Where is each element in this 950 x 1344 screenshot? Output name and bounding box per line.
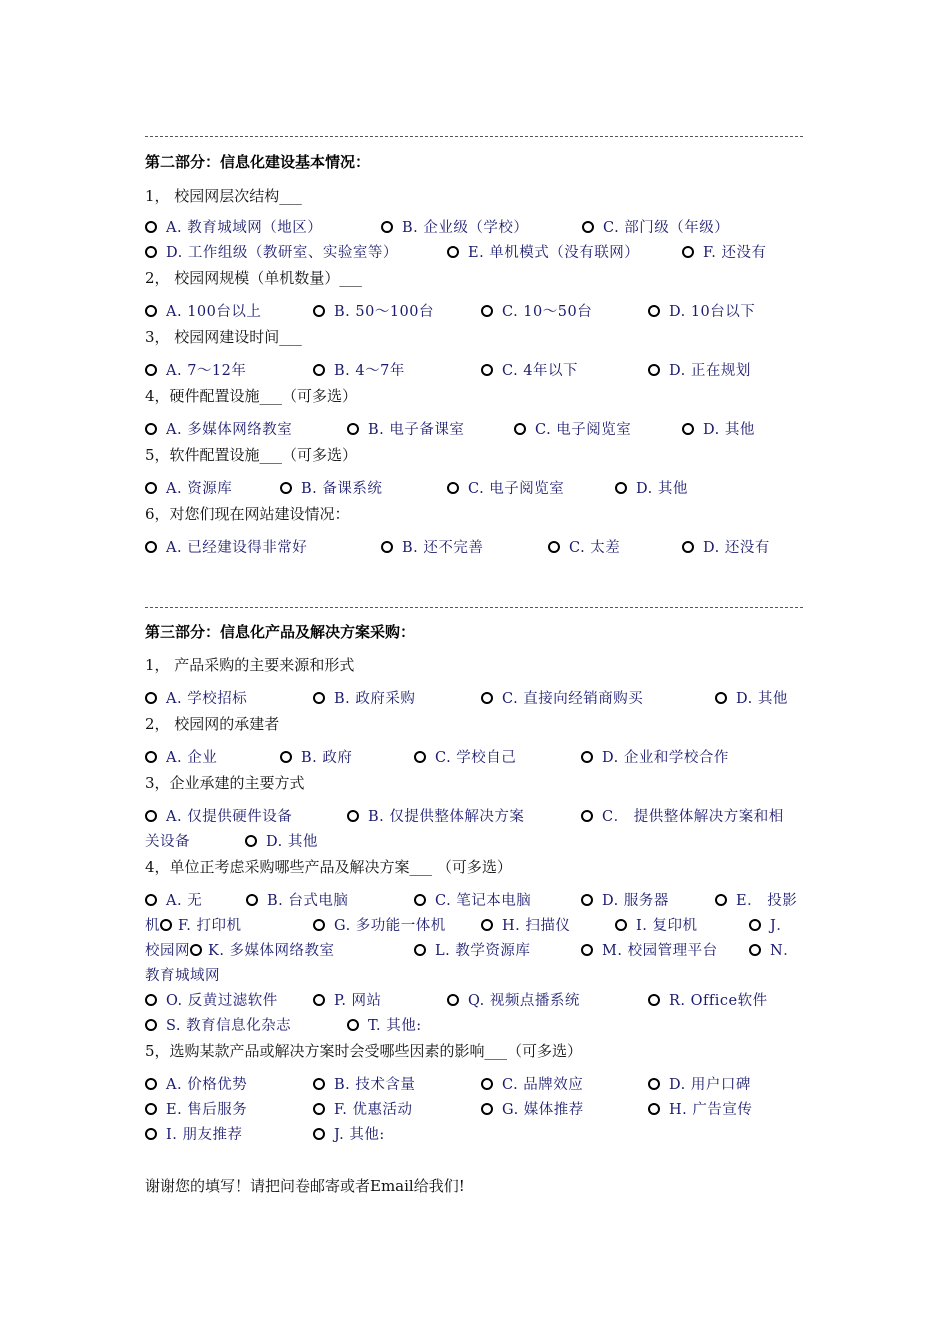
radio-bullet-icon bbox=[414, 944, 426, 956]
radio-bullet-icon bbox=[347, 423, 359, 435]
section-separator bbox=[145, 136, 803, 137]
question-text: 3，企业承建的主要方式 bbox=[145, 774, 305, 792]
radio-bullet-icon bbox=[313, 305, 325, 317]
radio-bullet-icon bbox=[313, 692, 325, 704]
radio-bullet-icon bbox=[648, 305, 660, 317]
option-radio[interactable]: D. 还没有 bbox=[682, 538, 770, 558]
radio-bullet-icon bbox=[648, 994, 660, 1006]
option-row bbox=[145, 916, 807, 936]
option-row bbox=[145, 1016, 807, 1036]
option-radio[interactable]: S. 教育信息化杂志 bbox=[145, 1016, 291, 1036]
option-radio[interactable]: A. 无 bbox=[145, 891, 202, 911]
radio-bullet-icon bbox=[581, 894, 593, 906]
option-radio[interactable]: C. 学校自己 bbox=[414, 748, 516, 768]
option-radio[interactable]: H. 扫描仪 bbox=[481, 916, 570, 936]
question-text: 4，硬件配置设施___（可多选） bbox=[145, 387, 358, 405]
option-row bbox=[145, 538, 807, 558]
option-radio[interactable]: M. 校园管理平台 bbox=[581, 941, 718, 961]
radio-bullet-icon bbox=[145, 1019, 157, 1031]
option-radio[interactable]: O. 反黄过滤软件 bbox=[145, 991, 278, 1011]
radio-bullet-icon bbox=[514, 423, 526, 435]
radio-bullet-icon bbox=[481, 1103, 493, 1115]
option-radio[interactable]: A. 价格优势 bbox=[145, 1075, 247, 1095]
radio-bullet-icon bbox=[615, 482, 627, 494]
question-text: 1， 产品采购的主要来源和形式 bbox=[145, 656, 355, 674]
option-row bbox=[145, 302, 807, 322]
option-radio[interactable]: B. 企业级（学校） bbox=[381, 218, 528, 238]
option-radio[interactable]: D. 正在规划 bbox=[648, 361, 751, 381]
option-radio[interactable]: A. 7～12年 bbox=[145, 361, 246, 381]
option-radio[interactable]: H. 广告宣传 bbox=[648, 1100, 752, 1120]
option-radio[interactable]: C． 提供整体解决方案和相 bbox=[581, 807, 784, 827]
option-radio[interactable]: D. 10台以下 bbox=[648, 302, 755, 322]
radio-bullet-icon bbox=[648, 364, 660, 376]
radio-bullet-icon bbox=[313, 1103, 325, 1115]
footer-thanks: 谢谢您的填写！请把问卷邮寄或者Email给我们! bbox=[145, 1177, 465, 1195]
option-radio[interactable]: D. 服务器 bbox=[581, 891, 669, 911]
radio-bullet-icon bbox=[481, 305, 493, 317]
option-radio[interactable]: D. 其他 bbox=[245, 832, 318, 852]
radio-bullet-icon bbox=[245, 835, 257, 847]
radio-bullet-icon bbox=[381, 221, 393, 233]
radio-bullet-icon bbox=[381, 541, 393, 553]
option-radio[interactable]: B. 仅提供整体解决方案 bbox=[347, 807, 524, 827]
section2-title: 第二部分：信息化建设基本情况： bbox=[145, 153, 371, 171]
radio-bullet-icon bbox=[145, 423, 157, 435]
option-radio[interactable]: C. 电子阅览室 bbox=[514, 420, 631, 440]
radio-bullet-icon bbox=[414, 751, 426, 763]
option-radio[interactable]: E． 投影 bbox=[715, 891, 797, 911]
option-radio[interactable]: 机 F. 打印机 bbox=[145, 918, 242, 934]
radio-bullet-icon bbox=[145, 810, 157, 822]
radio-bullet-icon bbox=[145, 894, 157, 906]
radio-bullet-icon bbox=[414, 894, 426, 906]
radio-bullet-icon bbox=[145, 751, 157, 763]
option-radio[interactable]: B. 4～7年 bbox=[313, 361, 405, 381]
option-radio[interactable]: F. 还没有 bbox=[682, 243, 767, 263]
option-radio[interactable]: B. 技术含量 bbox=[313, 1075, 415, 1095]
option-row bbox=[145, 807, 807, 827]
radio-bullet-icon bbox=[280, 751, 292, 763]
radio-bullet-icon bbox=[145, 1078, 157, 1090]
option-radio[interactable]: D. 用户口碑 bbox=[648, 1075, 751, 1095]
option-radio[interactable]: B. 备课系统 bbox=[280, 479, 382, 499]
option-radio[interactable]: C. 太差 bbox=[548, 538, 620, 558]
option-row bbox=[145, 941, 807, 961]
option-radio[interactable]: D. 其他 bbox=[715, 689, 788, 709]
option-radio[interactable]: G. 多功能一体机 bbox=[313, 916, 446, 936]
option-radio[interactable]: B. 还不完善 bbox=[381, 538, 483, 558]
radio-bullet-icon bbox=[481, 1078, 493, 1090]
radio-bullet-icon bbox=[145, 221, 157, 233]
option-row bbox=[145, 891, 807, 911]
radio-bullet-icon bbox=[145, 994, 157, 1006]
option-radio[interactable]: C. 4年以下 bbox=[481, 361, 578, 381]
option-radio[interactable]: A. 多媒体网络教室 bbox=[145, 420, 292, 440]
radio-bullet-icon bbox=[313, 364, 325, 376]
option-radio[interactable]: A. 教育城域网（地区） bbox=[145, 218, 322, 238]
question-text: 1， 校园网层次结构___ bbox=[145, 187, 302, 205]
option-radio[interactable]: N． bbox=[749, 941, 798, 961]
option-row bbox=[145, 243, 807, 263]
option-radio[interactable]: F. 优惠活动 bbox=[313, 1100, 413, 1120]
option-row bbox=[145, 1125, 807, 1145]
radio-bullet-icon bbox=[648, 1078, 660, 1090]
option-radio[interactable]: B. 50～100台 bbox=[313, 302, 434, 322]
radio-bullet-icon bbox=[145, 692, 157, 704]
option-row bbox=[145, 689, 807, 709]
radio-bullet-icon bbox=[160, 919, 172, 931]
option-row bbox=[145, 479, 807, 499]
question-text: 4，单位正考虑采购哪些产品及解决方案___ （可多选） bbox=[145, 858, 512, 876]
question-text: 5，选购某款产品或解决方案时会受哪些因素的影响___（可多选） bbox=[145, 1042, 583, 1060]
radio-bullet-icon bbox=[715, 692, 727, 704]
option-radio[interactable]: L. 教学资源库 bbox=[414, 941, 530, 961]
option-radio[interactable]: A. 100台以上 bbox=[145, 302, 261, 322]
radio-bullet-icon bbox=[581, 944, 593, 956]
option-radio[interactable]: D. 工作组级（教研室、实验室等） bbox=[145, 243, 398, 263]
radio-bullet-icon bbox=[347, 1019, 359, 1031]
option-radio[interactable]: A. 资源库 bbox=[145, 479, 232, 499]
question-text: 3， 校园网建设时间___ bbox=[145, 328, 302, 346]
option-row bbox=[145, 991, 807, 1011]
radio-bullet-icon bbox=[145, 305, 157, 317]
option-radio[interactable]: C. 笔记本电脑 bbox=[414, 891, 531, 911]
option-radio[interactable]: G. 媒体推荐 bbox=[481, 1100, 584, 1120]
option-radio[interactable]: A. 仅提供硬件设备 bbox=[145, 807, 292, 827]
option-row bbox=[145, 748, 807, 768]
radio-bullet-icon bbox=[145, 482, 157, 494]
option-radio[interactable]: T. 其他: bbox=[347, 1016, 422, 1036]
option-radio[interactable]: C. 直接向经销商购买 bbox=[481, 689, 643, 709]
option-radio[interactable]: I. 复印机 bbox=[615, 916, 697, 936]
option-radio[interactable]: J. 其他: bbox=[313, 1125, 385, 1145]
question-text: 6，对您们现在网站建设情况： bbox=[145, 505, 350, 523]
radio-bullet-icon bbox=[190, 944, 202, 956]
option-row bbox=[145, 1075, 807, 1095]
option-row bbox=[145, 218, 807, 238]
radio-bullet-icon bbox=[582, 221, 594, 233]
radio-bullet-icon bbox=[548, 541, 560, 553]
radio-bullet-icon bbox=[145, 541, 157, 553]
option-radio[interactable]: C. 品牌效应 bbox=[481, 1075, 583, 1095]
radio-bullet-icon bbox=[481, 692, 493, 704]
option-row bbox=[145, 420, 807, 440]
question-text: 2， 校园网规模（单机数量）___ bbox=[145, 269, 362, 287]
option-radio[interactable]: D. 其他 bbox=[615, 479, 688, 499]
option-radio[interactable]: A. 企业 bbox=[145, 748, 217, 768]
radio-bullet-icon bbox=[481, 364, 493, 376]
option-radio[interactable]: J． bbox=[749, 916, 791, 936]
radio-bullet-icon bbox=[749, 944, 761, 956]
section3-title: 第三部分：信息化产品及解决方案采购： bbox=[145, 623, 416, 641]
radio-bullet-icon bbox=[447, 246, 459, 258]
question-text: 2， 校园网的承建者 bbox=[145, 715, 280, 733]
radio-bullet-icon bbox=[749, 919, 761, 931]
option-radio[interactable]: C. 电子阅览室 bbox=[447, 479, 564, 499]
option-row bbox=[145, 832, 807, 852]
option-radio[interactable]: A. 已经建设得非常好 bbox=[145, 538, 307, 558]
radio-bullet-icon bbox=[581, 751, 593, 763]
option-radio[interactable]: C. 部门级（年级） bbox=[582, 218, 729, 238]
option-radio[interactable]: P. 网站 bbox=[313, 991, 382, 1011]
radio-bullet-icon bbox=[313, 1078, 325, 1090]
radio-bullet-icon bbox=[313, 919, 325, 931]
option-row bbox=[145, 1100, 807, 1120]
radio-bullet-icon bbox=[682, 246, 694, 258]
radio-bullet-icon bbox=[648, 1103, 660, 1115]
option-radio[interactable]: C. 10～50台 bbox=[481, 302, 592, 322]
option-radio[interactable]: B. 台式电脑 bbox=[246, 891, 348, 911]
radio-bullet-icon bbox=[145, 364, 157, 376]
option-continuation: 关设备 bbox=[145, 834, 190, 850]
section-separator bbox=[145, 607, 803, 608]
option-radio[interactable]: I. 朋友推荐 bbox=[145, 1125, 242, 1145]
option-radio[interactable]: E. 售后服务 bbox=[145, 1100, 247, 1120]
option-radio[interactable]: R. Office软件 bbox=[648, 991, 768, 1011]
radio-bullet-icon bbox=[145, 246, 157, 258]
option-continuation: 教育城域网 bbox=[145, 968, 220, 984]
radio-bullet-icon bbox=[313, 994, 325, 1006]
radio-bullet-icon bbox=[347, 810, 359, 822]
radio-bullet-icon bbox=[481, 919, 493, 931]
option-radio[interactable]: E. 单机模式（没有联网） bbox=[447, 243, 639, 263]
radio-bullet-icon bbox=[447, 482, 459, 494]
radio-bullet-icon bbox=[615, 919, 627, 931]
radio-bullet-icon bbox=[682, 423, 694, 435]
option-radio[interactable]: Q. 视频点播系统 bbox=[447, 991, 580, 1011]
option-radio[interactable]: B. 政府 bbox=[280, 748, 352, 768]
radio-bullet-icon bbox=[715, 894, 727, 906]
option-radio[interactable]: B. 政府采购 bbox=[313, 689, 415, 709]
option-radio[interactable]: 校园网 K. 多媒体网络教室 bbox=[145, 943, 335, 959]
radio-bullet-icon bbox=[313, 1128, 325, 1140]
option-radio[interactable]: A. 学校招标 bbox=[145, 689, 247, 709]
radio-bullet-icon bbox=[280, 482, 292, 494]
radio-bullet-icon bbox=[145, 1128, 157, 1140]
option-radio[interactable]: D. 企业和学校合作 bbox=[581, 748, 729, 768]
radio-bullet-icon bbox=[682, 541, 694, 553]
option-row bbox=[145, 361, 807, 381]
option-radio[interactable]: B. 电子备课室 bbox=[347, 420, 464, 440]
radio-bullet-icon bbox=[447, 994, 459, 1006]
radio-bullet-icon bbox=[581, 810, 593, 822]
question-text: 5，软件配置设施___（可多选） bbox=[145, 446, 358, 464]
option-radio[interactable]: D. 其他 bbox=[682, 420, 755, 440]
radio-bullet-icon bbox=[145, 1103, 157, 1115]
radio-bullet-icon bbox=[246, 894, 258, 906]
